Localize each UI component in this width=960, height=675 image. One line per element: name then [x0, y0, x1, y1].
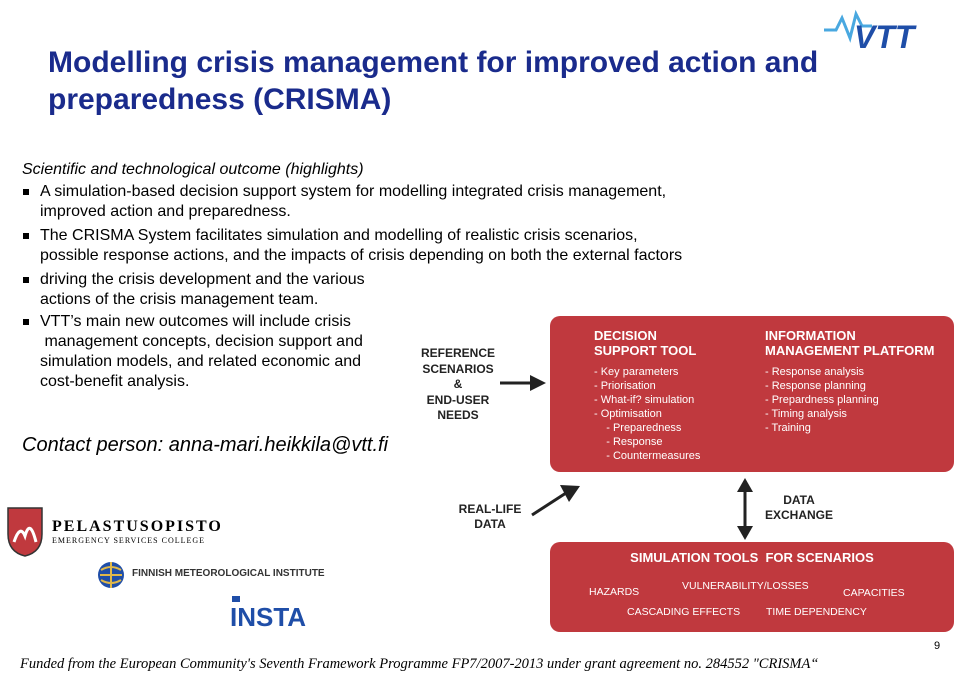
funding-footer: Funded from the European Community's Seventh Framework Programme FP7/2007-2013 under grant agreement no. 284552 "CRISMA“: [20, 656, 819, 672]
dst-title-line-1: DECISION: [594, 328, 657, 343]
real-life-line-1: REAL-LIFE: [458, 502, 522, 516]
pelastusopisto-crest-icon: [6, 506, 44, 558]
simulation-tools-box: [550, 542, 954, 632]
sim-item-cascading: CASCADING EFFECTS: [627, 606, 741, 618]
pelastusopisto-name: PELASTUSOPISTO: [52, 518, 223, 535]
dst-item: - What-if? simulation: [594, 394, 695, 406]
pelastusopisto-subtitle: EMERGENCY SERVICES COLLEGE: [52, 536, 206, 545]
page-number: 9: [934, 640, 941, 652]
highlights-subheading: Scientific and technological outcome (highlights): [22, 161, 364, 178]
insta-logo: [230, 594, 334, 628]
reference-line-3: &: [453, 377, 463, 391]
title-line-1: Modelling crisis management for improved action and: [48, 46, 819, 79]
bullet-4-line-4: cost-benefit analysis.: [40, 373, 190, 390]
arrow-right-icon: [500, 375, 546, 391]
dst-item: - Key parameters: [594, 366, 679, 378]
dst-item: - Optimisation: [594, 408, 662, 420]
bullet-1-line-1: A simulation-based decision support system for modelling integrated crisis management,: [40, 183, 667, 200]
imp-title-line-1: INFORMATION: [765, 328, 856, 343]
dst-item: - Priorisation: [594, 380, 656, 392]
imp-item: - Training: [765, 422, 811, 434]
dst-items: [594, 365, 700, 463]
data-exchange-label: [756, 493, 842, 523]
fmi-globe-icon: [96, 560, 126, 590]
bullet-3-line-1: driving the crisis development and the various: [40, 271, 365, 288]
imp-item: - Response analysis: [765, 366, 865, 378]
fmi-name: FINNISH METEOROLOGICAL INSTITUTE: [132, 568, 325, 579]
data-exchange-line-2: EXCHANGE: [764, 508, 833, 522]
bullet-4-line-1: VTT’s main new outcomes will include crisis: [40, 313, 351, 330]
real-life-data-label: [448, 502, 532, 532]
sim-title: SIMULATION TOOLS FOR SCENARIOS: [630, 550, 874, 565]
reference-line-4: END-USER: [426, 392, 490, 407]
imp-item: - Response planning: [765, 380, 866, 392]
sim-item-vulnerability: VULNERABILITY/LOSSES: [682, 580, 809, 592]
imp-items: [765, 365, 879, 435]
vtt-logo-text: VTT: [854, 19, 915, 52]
bullet-3-line-2: actions of the crisis management team.: [40, 291, 319, 308]
decision-support-box: [550, 316, 954, 472]
real-life-line-2: DATA: [474, 517, 506, 531]
insta-logo-text: INSTA: [230, 602, 307, 628]
sim-item-time: TIME DEPENDENCY: [766, 606, 867, 618]
imp-item: - Prepardness planning: [765, 394, 879, 406]
dst-title-line-2: SUPPORT TOOL: [594, 343, 697, 358]
dst-item: - Response: [594, 436, 663, 448]
imp-title: [765, 328, 934, 358]
bullet-4-line-3: simulation models, and related economic and: [40, 353, 362, 370]
arrow-diagonal-icon: [532, 485, 580, 515]
contact-person: Contact person: anna-mari.heikkila@vtt.fi: [22, 434, 389, 456]
dst-title: [594, 328, 696, 358]
dst-item: - Preparedness: [594, 422, 682, 434]
imp-item: - Timing analysis: [765, 408, 847, 420]
reference-line-1: REFERENCE: [420, 346, 495, 360]
title-line-2: preparedness (CRISMA): [48, 83, 392, 116]
bullet-2-line-2: possible response actions, and the impacts of crisis depending on both the external factors: [40, 247, 683, 264]
arrow-updown-icon: [737, 478, 753, 540]
sim-item-hazards: HAZARDS: [589, 586, 640, 598]
data-exchange-line-1: DATA: [783, 493, 815, 507]
dst-item: - Countermeasures: [594, 450, 701, 462]
bullet-1-line-2: improved action and preparedness.: [40, 203, 291, 220]
sim-item-capacities: CAPACITIES: [843, 587, 905, 599]
reference-line-5: NEEDS: [437, 408, 479, 422]
imp-title-line-2: MANAGEMENT PLATFORM: [765, 343, 935, 358]
reference-line-2: SCENARIOS: [422, 361, 494, 376]
bullet-4-line-2: management concepts, decision support and: [40, 333, 363, 350]
bullet-2-line-1: The CRISMA System facilitates simulation and modelling of realistic crisis scenarios,: [40, 227, 638, 244]
